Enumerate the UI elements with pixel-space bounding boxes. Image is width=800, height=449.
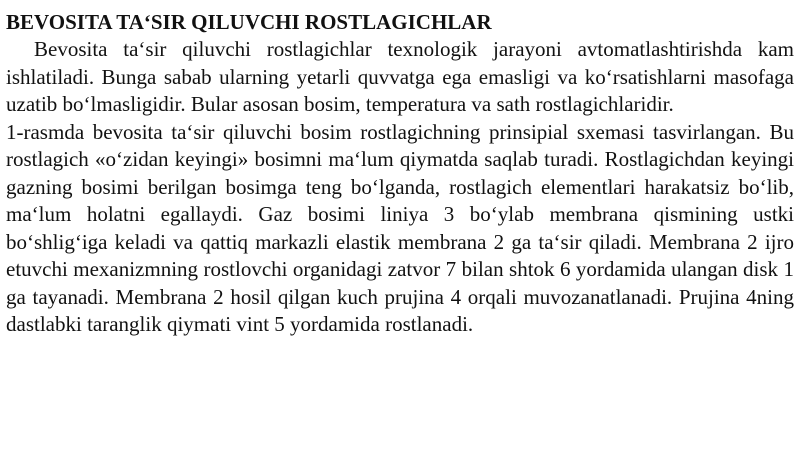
document-title: BEVOSITA TA‘SIR QILUVCHI ROSTLAGICHLAR: [6, 10, 492, 34]
document-page: [6, 8, 794, 339]
paragraph-description: 1-rasmda bevosita ta‘sir qiluvchi bosim rostlagichning prinsipial sxemasi tasvirlangan. Bu rostlagich «o‘zidan keyingi» bosimni ma‘lum qiymatda saqlab turadi. Rostlagichdan keyingi gazning bosimi berilgan bosimga teng bo‘lganda, rostlagich elementlari harakatsiz bo‘lib, ma‘lum holatni egallaydi. Gaz bosimi liniya 3 bo‘ylab membrana qismining ustki bo‘shlig‘iga keladi va qattiq markazli elastik membrana 2 ga ta‘sir qiladi. Membrana 2 ijro etuvchi mexanizmning rostlovchi organidagi zatvor 7 bilan shtok 6 yordamida ulangan disk 1 ga tayanadi. Membrana 2 hosil qilgan kuch prujina 4 orqali muvozanatlanadi. Prujina 4ning dastlabki taranglik qiymati vint 5 yordamida rostlanadi.: [6, 119, 794, 336]
paragraph-intro: Bevosita ta‘sir qiluvchi rostlagichlar texnologik jarayoni avtomatlashtirishda kam ishlatiladi. Bunga sabab ularning yetarli quvvatga ega emasligi va ko‘rsatishlarni masofaga uzatib bo‘lmasligidir. Bular asosan bosim, temperatura va sath rostlagichlaridir.: [6, 37, 794, 116]
